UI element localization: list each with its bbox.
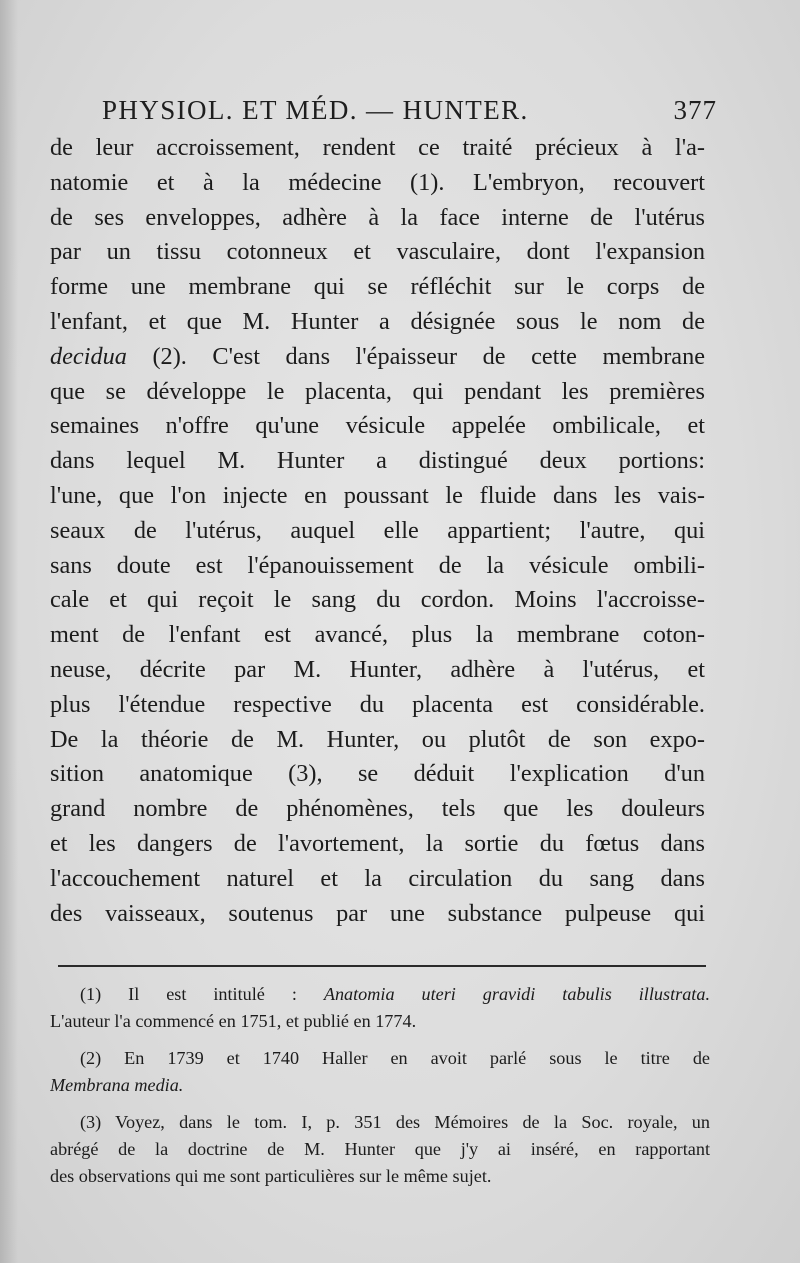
body-line: l'accouchement naturel et la circulation du sang dans bbox=[50, 864, 705, 892]
footnote-line: abrégé de la doctrine de M. Hunter que j'y ai inséré, en rapportant bbox=[50, 1139, 710, 1160]
running-head-title: PHYSIOL. ET MÉD. — HUNTER. bbox=[102, 95, 529, 125]
footnote-line: (2) En 1739 et 1740 Haller en avoit parlé sous le titre de bbox=[80, 1048, 710, 1069]
body-text bbox=[50, 131, 705, 931]
body-line: ment de l'enfant est avancé, plus la membrane coton- bbox=[50, 621, 705, 649]
running-head bbox=[50, 95, 717, 131]
body-line: forme une membrane qui se réfléchit sur le corps de bbox=[50, 273, 705, 301]
body-line: sans doute est l'épanouissement de la vésicule ombili- bbox=[50, 551, 705, 579]
footnote-line: (1) Il est intitulé : Anatomia uteri gravidi tabulis illustrata. bbox=[80, 984, 710, 1005]
body-line: dans lequel M. Hunter a distingué deux portions: bbox=[50, 447, 705, 475]
italic-term: decidua bbox=[50, 342, 127, 370]
body-line: sition anatomique (3), se déduit l'explication d'un bbox=[50, 760, 705, 788]
page-number: 377 bbox=[673, 95, 717, 125]
body-line: semaines n'offre qu'une vésicule appelée ombilicale, et bbox=[50, 412, 705, 440]
body-line: cale et qui reçoit le sang du cordon. Moins l'accroisse- bbox=[50, 586, 705, 614]
footnote-1 bbox=[50, 981, 710, 1035]
body-line: neuse, décrite par M. Hunter, adhère à l'utérus, et bbox=[50, 655, 705, 683]
body-line: des vaisseaux, soutenus par une substance pulpeuse qui bbox=[50, 899, 705, 927]
body-line: de ses enveloppes, adhère à la face interne de l'utérus bbox=[50, 203, 705, 231]
footnote-line: (3) Voyez, dans le tom. I, p. 351 des Mémoires de la Soc. royale, un bbox=[80, 1112, 710, 1133]
body-line: et les dangers de l'avortement, la sortie du fœtus dans bbox=[50, 829, 705, 857]
footnote-line: des observations qui me sont particulières sur le même sujet. bbox=[50, 1166, 492, 1187]
body-line: l'enfant, et que M. Hunter a désignée sous le nom de bbox=[50, 307, 705, 335]
footnote-line: L'auteur l'a commencé en 1751, et publié en 1774. bbox=[50, 1011, 417, 1032]
body-line: seaux de l'utérus, auquel elle appartient; l'autre, qui bbox=[50, 516, 705, 544]
body-line: De la théorie de M. Hunter, ou plutôt de son expo- bbox=[50, 725, 705, 753]
gutter-shadow bbox=[0, 0, 18, 1263]
body-line: plus l'étendue respective du placenta est considérable. bbox=[50, 690, 705, 718]
body-line: que se développe le placenta, qui pendant les premières bbox=[50, 377, 705, 405]
footnote-2 bbox=[50, 1045, 710, 1099]
body-line: decidua (2). C'est dans l'épaisseur de cette membrane bbox=[50, 342, 705, 370]
body-line: de leur accroissement, rendent ce traité précieux à l'a- bbox=[50, 134, 705, 161]
italic-title: Anatomia uteri gravidi tabulis illustrata. bbox=[323, 984, 710, 1005]
body-line: par un tissu cotonneux et vasculaire, dont l'expansion bbox=[50, 238, 705, 266]
footnote-rule bbox=[58, 965, 706, 967]
footnote-line: Membrana media. bbox=[50, 1075, 184, 1096]
footnotes bbox=[50, 981, 710, 1190]
body-line: l'une, que l'on injecte en poussant le fluide dans les vais- bbox=[50, 481, 705, 509]
body-line: grand nombre de phénomènes, tels que les douleurs bbox=[50, 795, 705, 823]
footnote-3 bbox=[50, 1109, 710, 1190]
body-line: natomie et à la médecine (1). L'embryon, recouvert bbox=[50, 168, 705, 196]
